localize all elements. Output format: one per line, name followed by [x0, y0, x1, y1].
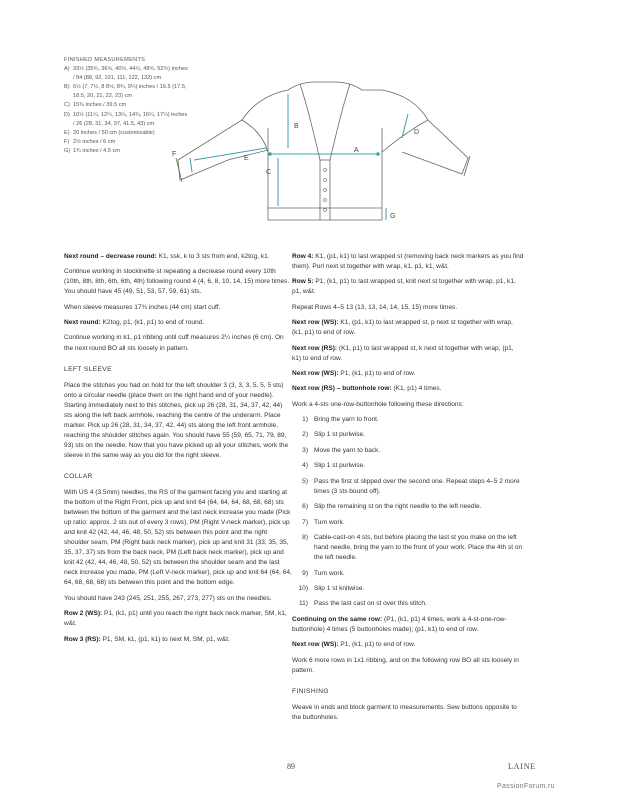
- measurement-letter: E): [64, 129, 70, 136]
- buttonhole-row-paragraph: [292, 384, 524, 394]
- step-text: Pass the first st slipped over the second one. Repeat steps 4–5 2 more times (3 sts bound off).: [314, 477, 520, 495]
- buttonhole-step: [292, 518, 524, 528]
- buttonhole-row-text: (K1, p1) 4 times.: [391, 385, 442, 393]
- step-number: 5): [302, 477, 308, 485]
- measurement-letter: G): [64, 147, 71, 154]
- label-e: E: [244, 155, 249, 162]
- measurement-text: 20 inches / 50 cm (customizable): [73, 129, 155, 136]
- label-g: G: [390, 213, 396, 220]
- buttonhole-intro-paragraph: Work a 4-sts one-row-buttonhole following these directions:: [292, 400, 464, 408]
- final-ws-lead: Next row (WS):: [292, 641, 339, 649]
- measurement-text: 18.5, 20, 21, 22, 23) cm: [73, 93, 133, 100]
- step-text: Slip the remaining st on the right needle to the left needle.: [314, 503, 482, 511]
- cardigan-schematic: [170, 68, 492, 248]
- row3-text: P1, SM, k1, (p1, k1) to next M, SM, p1, w&t.: [100, 635, 230, 643]
- buttonhole-step: [292, 430, 524, 440]
- next-row-ws2-lead: Next row (WS):: [292, 369, 339, 377]
- measurement-text: 1¾ inches / 4.5 cm: [73, 147, 120, 154]
- measurement-letter: B): [64, 84, 70, 91]
- watermark: PassionForum.ru: [497, 783, 555, 790]
- step-number: 1): [302, 415, 308, 423]
- label-d: D: [414, 129, 420, 136]
- buttonhole-steps-list: [292, 415, 524, 610]
- next-round-text: K2tog, p1, (k1, p1) to end of round.: [100, 319, 205, 327]
- continuing-lead: Continuing on the same row:: [292, 615, 383, 623]
- decrease-round-paragraph: [64, 252, 292, 262]
- measurements-title: FINISHED MEASUREMENTS: [64, 57, 146, 63]
- measurement-letter: D): [64, 111, 70, 118]
- next-row-ws2-text: P1, (k1, p1) to end of row.: [338, 369, 416, 377]
- decrease-round-lead: Next round – decrease round:: [64, 253, 157, 260]
- step-number: 2): [302, 431, 308, 439]
- continuing-text: (P1, (k1, p1) 4 times, work a 4-st-one-row-buttonhole) 4 times (5 buttonholes made); (p1, k1) to end of row.: [292, 615, 507, 633]
- step-text: Slip 1 st purlwise.: [314, 431, 365, 439]
- next-row-rs-lead: Next row (RS):: [292, 344, 338, 352]
- buttonhole-step: [292, 446, 524, 456]
- measurement-text: / 26 (28, 31, 34, 37, 41.5, 43) cm: [73, 120, 155, 127]
- page-number: 89: [287, 762, 295, 771]
- step-number: 11): [299, 600, 308, 608]
- label-b: B: [294, 123, 299, 130]
- row4-paragraph: [292, 252, 524, 272]
- next-row-ws-paragraph: [292, 318, 524, 338]
- next-round-lead: Next round:: [64, 319, 101, 327]
- step-text: Bring the yarn to front.: [314, 415, 379, 423]
- buttonhole-step: [292, 477, 524, 497]
- measurement-letter: A): [64, 66, 70, 73]
- step-text: Move the yarn to back.: [314, 446, 381, 454]
- repeat-paragraph: Repeat Rows 4–5 13 (13, 13, 14, 14, 15, 15) more times.: [292, 303, 458, 311]
- collar-pickup-paragraph: With US 4 (3.5mm) needles, the RS of the garment facing you and starting at the bottom of the Right Front, pick up and knit 64 (64, 64, 64, 68, 68, 68) sts between the bottom of the garment and the last neck increase you made (Pick up ratio: approx. 2 sts out of every 3 rows), PM (Right V-neck marker), pick up and knit 42 (42, 44, 46, 48, 50, 52) sts between this point and the right shoulder seam, PM (Right back neck marker), pick up and knit 31 (33, 35, 35, 35, 37, 37) sts from the back neck, PM (Left back neck marker), pick up and knit 42 (42, 44, 46, 48, 50, 52) sts between the shoulder seam and the last neck increase you made, PM (Left V-neck marker), pick up and knit 64 (64, 64, 64, 68, 68, 68) sts between this point and the bottom edge.: [64, 489, 292, 587]
- step-text: Slip 1 st purlwise.: [314, 462, 365, 470]
- cardigan-outline: [176, 82, 470, 220]
- row2-lead: Row 2 (WS):: [64, 610, 103, 618]
- label-c: C: [266, 169, 272, 176]
- measurement-letter: C): [64, 102, 70, 109]
- measurement-text: 6½ (7, 7½, 8 8½, 8¾, 9¼) inches / 16.5 (17.5,: [73, 84, 187, 91]
- continuing-paragraph: [292, 615, 524, 635]
- right-column: [292, 252, 524, 728]
- step-number: 7): [302, 518, 308, 526]
- cuff-start-paragraph: When sleeve measures 17¾ inches (44 cm) start cuff.: [64, 303, 221, 311]
- measurement-letter: [64, 120, 73, 129]
- row5-paragraph: [292, 277, 524, 297]
- buttonhole-step: [292, 599, 524, 609]
- step-text: Cable-cast-on 4 sts, but before placing the last st you make on the left hand needle, bring the yarn to the front of your work. Place the 4th st on the left needle.: [314, 534, 523, 562]
- collar-heading: COLLAR: [64, 472, 93, 480]
- next-round-paragraph: [64, 318, 292, 328]
- measurement-text: 15¾ inches / 39.5 cm: [73, 102, 127, 109]
- ribbing-rows-paragraph: Work 6 more rows in 1x1 ribbing, and on the following row BO all sts loosely in pattern.: [292, 656, 519, 674]
- buttonhole-step: [292, 502, 524, 512]
- buttonhole-step: [292, 569, 524, 579]
- row2-text: P1, (k1, p1) until you reach the right back neck marker, SM, k1, w&t.: [64, 610, 287, 628]
- measurement-letter: [64, 74, 73, 83]
- label-a: A: [354, 147, 359, 154]
- row4-text: K1, (p1, k1) to last wrapped st (removing back neck markers as you find them). Purl next st together with wrap, k1, p1, k1, w&t.: [292, 253, 524, 271]
- step-number: 9): [302, 569, 308, 577]
- decrease-round-text: K1, ssk, k to 3 sts from end, k2tog, k1.: [156, 253, 270, 260]
- buttonhole-step: [292, 461, 524, 471]
- measurement-letter: F): [64, 138, 70, 145]
- collar-total-paragraph: You should have 243 (245, 251, 255, 267, 273, 277) sts on the needles.: [64, 594, 272, 602]
- step-text: Slip 1 st knitwise.: [314, 585, 365, 593]
- measurement-text: 33½ (35¾, 36¾, 40½, 44½, 48¾, 52¾) inches: [73, 66, 188, 73]
- measurement-letter: [64, 92, 73, 101]
- next-row-ws-text: K1, (p1, k1) to last wrapped st, p next st together with wrap, (k1, p1) to end of row.: [292, 319, 513, 337]
- finishing-heading: FINISHING: [292, 687, 329, 695]
- final-ws-text: P1, (k1, p1) to end of row.: [338, 641, 416, 649]
- measurement-text: / 84 (88, 92, 101, 111, 122, 132) cm: [73, 75, 162, 82]
- step-number: 8): [302, 534, 308, 542]
- buttonhole-step: [292, 584, 524, 594]
- next-row-ws2-paragraph: [292, 369, 524, 379]
- step-number: 3): [302, 446, 308, 454]
- buttonhole-row-lead: Next row (RS) – buttonhole row:: [292, 385, 392, 393]
- row3-lead: Row 3 (RS):: [64, 635, 101, 643]
- finishing-paragraph: Weave in ends and block garment to measurements. Sew buttons opposite to the buttonholes.: [292, 703, 517, 721]
- step-number: 10): [298, 585, 308, 593]
- step-text: Pass the last cast on st over this stitch.: [314, 600, 427, 608]
- measure-lines: [190, 94, 408, 220]
- next-row-rs-paragraph: [292, 344, 524, 364]
- row2-paragraph: [64, 609, 292, 629]
- button-marks: [324, 169, 327, 212]
- stockinette-paragraph: Continue working in stockinette st repeating a decrease round every 10th (10th, 8th, 8th, 6th, 6th, 4th) following round 4 (4, 6, 8, 10, 14, 15) more times. You should have 45 (49, 51, 53, 57, 59, 61) sts.: [64, 268, 290, 296]
- left-column: [64, 252, 292, 650]
- label-f: F: [172, 151, 177, 158]
- row3-paragraph: [64, 635, 292, 645]
- buttonhole-step: [292, 533, 524, 563]
- step-number: 4): [302, 462, 308, 470]
- row5-text: P1, (k1, p1) to last wrapped st, knit next st together with wrap, p1, k1, p1, w&t.: [292, 278, 516, 296]
- left-sleeve-paragraph: Place the stitches you had on hold for the left shoulder 3 (3, 3, 3, 5, 5, 5 sts) onto a circular needle (place them on the right hand end of your needle). Starting immediately next to this stitches, pick up 26 (28, 31, 34, 37, 42, 44) sts along the left back armhole, reaching the centre of the underarm. Place marker. Pick up 26 (28, 31, 34, 37, 42, 44) sts along the left front armhole, reaching the shoulder stitches again. You should have 55 (59, 65, 71, 79, 89, 93) sts on the needle. Now that you have picked up all your stitches, work the sleeve in the same way as you did for the right sleeve.: [64, 381, 289, 459]
- ribbing-paragraph: Continue working in k1, p1 ribbing until cuff measures 2¼ inches (6 cm). On the next round BO all sts loosely in pattern.: [64, 334, 284, 352]
- step-text: Turn work.: [314, 518, 345, 526]
- magazine-brand: LAINE: [508, 762, 536, 771]
- step-text: Turn work.: [314, 569, 345, 577]
- next-row-ws-lead: Next row (WS):: [292, 319, 339, 327]
- row4-lead: Row 4:: [292, 253, 314, 260]
- next-row-rs-text: (K1, p1) to last wrapped st, k next st together with wrap, (p1, k1) to end of row.: [292, 344, 514, 362]
- row5-lead: Row 5:: [292, 278, 314, 286]
- measurement-text: 2½ inches / 6 cm: [73, 138, 116, 145]
- buttonhole-step: [292, 415, 524, 425]
- left-sleeve-heading: LEFT SLEEVE: [64, 365, 112, 373]
- final-ws-paragraph: [292, 640, 524, 650]
- step-number: 6): [302, 503, 308, 511]
- measurement-text: 10½ (11¼, 12¼, 13¼, 14¾, 16¼, 17¼) inches: [73, 111, 188, 118]
